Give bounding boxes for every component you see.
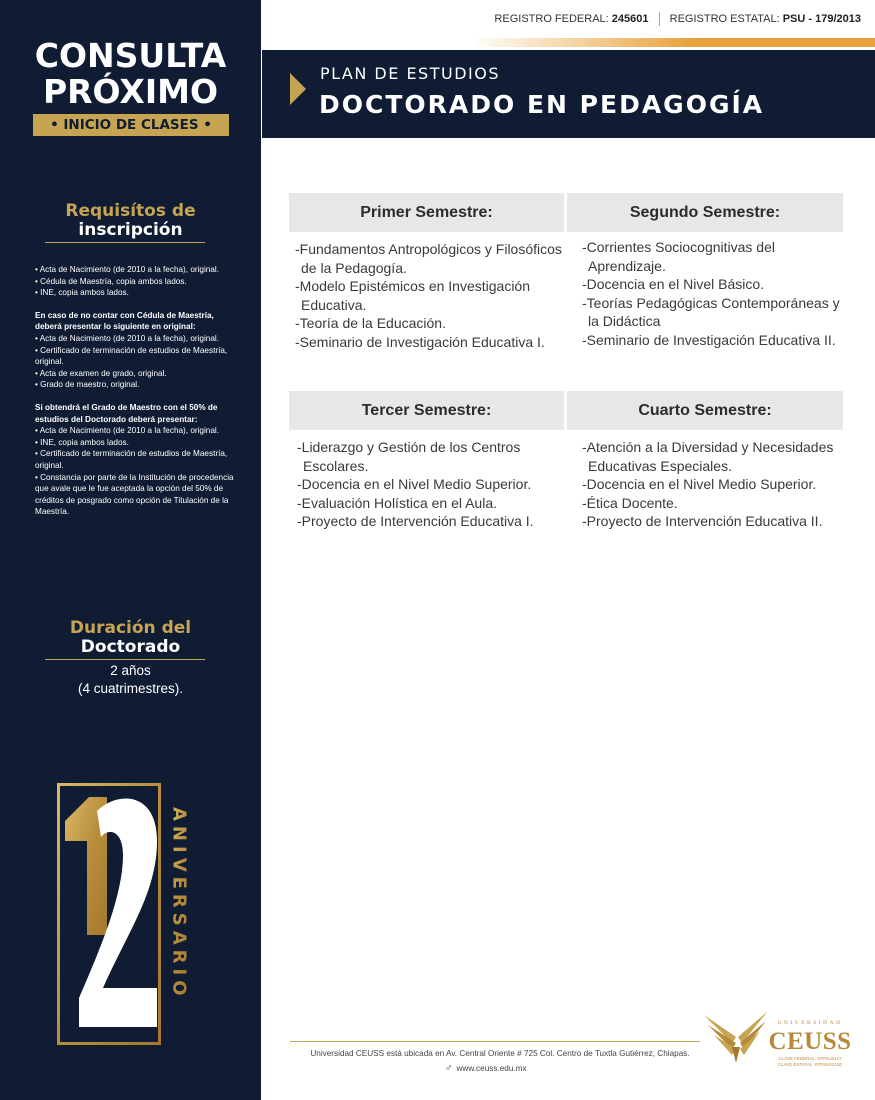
anniversary-word: ANIVERSARIO: [168, 807, 190, 1001]
duration-years: 2 años: [110, 663, 151, 678]
registry-separator: [659, 12, 660, 26]
course-item: -Teorías Pedagógicas Contemporáneas y la Didáctica: [582, 294, 840, 330]
course-item: -Evaluación Holística en el Aula.: [297, 494, 497, 511]
list-item: • Certificado de terminación de estudios de Maestría, original.: [35, 345, 228, 367]
orange-accent-line: [470, 38, 875, 47]
list-item: • Acta de Nacimiento (de 2010 a la fecha), original.: [35, 265, 220, 274]
course-item: -Proyecto de Intervención Educativa II.: [582, 513, 823, 530]
consult-line-2: PRÓXIMO: [42, 72, 219, 111]
course-list: [567, 430, 843, 531]
course-item: -Seminario de Investigación Educativa II.: [582, 331, 836, 348]
anniversary-badge: [57, 783, 203, 1047]
logo-clave-estatal: CLAVE ESTATAL: 07PSU0121E: [777, 1062, 843, 1067]
list-item: • Certificado de terminación de estudios de Maestría, original.: [35, 449, 228, 470]
requirements-fifty-percent: [35, 402, 235, 518]
estatal-value: PSU - 179/2013: [782, 13, 861, 25]
requirements-alternative: [35, 310, 235, 391]
duration-heading: [0, 619, 261, 657]
website-link[interactable]: www.ceuss.edu.mx: [456, 1064, 527, 1073]
course-item: -Docencia en el Nivel Medio Superior.: [582, 476, 817, 493]
semester-title: Segundo Semestre:: [567, 193, 843, 232]
play-arrow-icon: [290, 73, 306, 105]
alternative-heading: En caso de no contar con Cédula de Maestría, deberá presentar lo siguiente en original:: [35, 310, 214, 332]
course-item: -Liderazgo y Gestión de los Centros Escolares.: [297, 439, 521, 474]
duration-heading-gold: Duración del: [69, 618, 192, 638]
semester-4: [567, 391, 843, 531]
requirements-divider: [45, 242, 205, 243]
course-item: -Docencia en el Nivel Básico.: [582, 276, 765, 293]
logo-name: CEUSS: [768, 1028, 852, 1055]
list-item: • INE, copia ambos lados.: [35, 437, 129, 447]
left-sidebar: [0, 0, 261, 1100]
list-item: • Acta de Nacimiento (de 2010 a la fecha), original.: [35, 333, 220, 343]
federal-value: 245601: [611, 13, 649, 25]
requirements-heading-white: inscripción: [78, 220, 183, 240]
course-list: [289, 232, 564, 352]
list-item: • Cédula de Maestría, copia ambos lados.: [35, 276, 187, 286]
semester-3: [289, 391, 564, 531]
course-item: -Ética Docente.: [582, 494, 678, 511]
course-item: -Proyecto de Intervención Educativa I.: [297, 513, 534, 530]
logo-university-label: UNIVERSIDAD: [777, 1020, 843, 1026]
fifty-percent-heading: Si obtendrá el Grado de Maestro con el 50% de estudios del Doctorado deberá presentar:: [35, 402, 218, 424]
duration-divider: [45, 659, 205, 660]
course-item: -Teoría de la Educación.: [295, 315, 446, 332]
course-list: [289, 430, 564, 531]
list-item: • Grado de maestro, original.: [35, 380, 140, 390]
logo-clave-federal: CLAVE FEDERAL: 07PSU0127: [778, 1056, 842, 1061]
semester-title: Primer Semestre:: [289, 193, 564, 232]
course-item: -Atención a la Diversidad y Necesidades Educativas Especiales.: [582, 439, 834, 474]
list-item: • INE, copia ambos lados.: [35, 288, 129, 298]
program-header: [262, 50, 875, 138]
course-item: -Seminario de Investigación Educativa I.: [295, 333, 545, 350]
list-item: • Acta de examen de grado, original.: [35, 368, 167, 378]
requirements-text: [35, 264, 235, 529]
requirements-heading-gold: Requisítos de: [65, 201, 196, 221]
semester-title: Cuarto Semestre:: [567, 391, 843, 430]
consult-line-1: CONSULTA: [34, 36, 227, 75]
list-item: • Constancia por parte de la Institución de procedencia que avale que le fue aceptada la opción del 50% de créditos de posgrado como opción de Titulación de la Maestría.: [35, 472, 234, 517]
semester-2: [567, 193, 843, 350]
footer-website[interactable]: [445, 1063, 527, 1074]
footer-address: Universidad CEUSS está ubicada en Av. Central Oriente # 725 Col. Centro de Tuxtla Gutiérrez, Chiapas.: [310, 1049, 690, 1058]
course-list: [567, 232, 843, 350]
globe-icon: ♂: [445, 1063, 453, 1074]
eagle-wings-icon: [702, 1007, 770, 1063]
requirements-basic: [35, 264, 235, 299]
course-item: -Corrientes Sociocognitivas del Aprendizaje.: [582, 239, 775, 274]
list-item: • Acta de Nacimiento (de 2010 a la fecha), original.: [35, 426, 220, 436]
duration-heading-white: Doctorado: [80, 637, 181, 657]
program-title: DOCTORADO EN PEDAGOGÍA: [319, 90, 765, 119]
footer-divider: [290, 1041, 700, 1042]
plan-label: PLAN DE ESTUDIOS: [320, 64, 500, 83]
registry-line: [262, 12, 861, 26]
consult-title: [0, 38, 261, 110]
federal-label: REGISTRO FEDERAL:: [494, 13, 609, 25]
course-item: -Fundamentos Antropológicos y Filosóficos de la Pedagogía.: [295, 241, 562, 276]
duration-value: [0, 662, 261, 698]
course-item: -Docencia en el Nivel Medio Superior.: [297, 476, 532, 493]
requirements-heading: [0, 202, 261, 240]
estatal-label: REGISTRO ESTATAL:: [669, 13, 780, 25]
duration-periods: (4 cuatrimestres).: [77, 681, 184, 696]
course-item: -Modelo Epistémicos en Investigación Educativa.: [295, 278, 531, 313]
start-classes-badge: • INICIO DE CLASES •: [33, 114, 229, 136]
semester-1: [289, 193, 564, 352]
semester-title: Tercer Semestre:: [289, 391, 564, 430]
